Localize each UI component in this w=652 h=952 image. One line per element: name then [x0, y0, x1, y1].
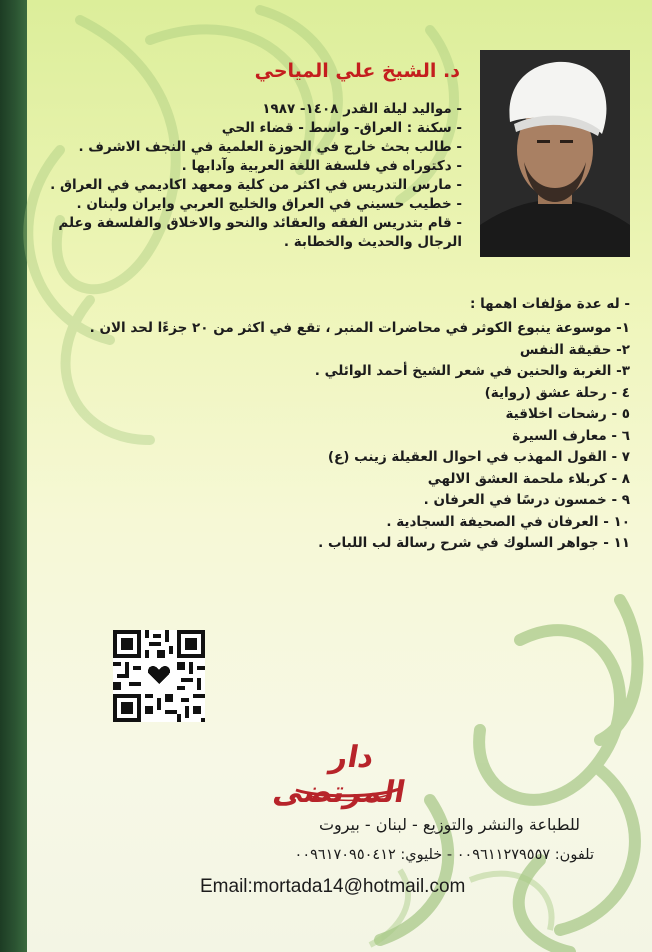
publisher-logo [270, 732, 408, 810]
bio-item: - مارس التدريس في اكثر من كلية ومعهد اكاديمي في العراق . [50, 177, 462, 193]
bio-item: - سكنة : العراق- واسط - قضاء الحي [221, 120, 462, 136]
publisher-email[interactable]: Email:mortada14@hotmail.com [200, 876, 466, 897]
bio-item: - دكتوراه في فلسفة اللغة العربية وآدابها . [181, 158, 462, 174]
work-item: ٣- الغربة والحنين في شعر الشيخ أحمد الوائلي . [314, 363, 630, 379]
author-photo [480, 50, 630, 257]
work-item: ٢- حقيقة النفس [519, 341, 630, 358]
work-item: ٦ - معارف السيرة [512, 427, 630, 444]
qr-code[interactable] [113, 630, 205, 722]
work-item: ٥ - رشحات اخلاقية [505, 406, 630, 422]
works-list [20, 318, 630, 555]
publisher-phones: تلفون: ٠٠٩٦١١٢٧٩٥٥٧ - خليوي: ٠٠٩٦١٧٠٩٥٠٤١٢ [294, 847, 594, 863]
bio-item: - خطيب حسيني في العراق والخليج العربي وايران ولبنان . [76, 196, 462, 212]
bio-item: - طالب بحث خارج في الحوزة العلمية في النجف الاشرف . [78, 139, 462, 155]
work-item: ١- موسوعة ينبوع الكوثر في محاضرات المنبر ، تقع في اكثر من ٢٠ جزءًا لحد الان . [89, 320, 630, 336]
work-item: ١١ - جواهر السلوك في شرح رسالة لب اللباب . [318, 535, 630, 551]
work-item: ١٠ - العرفان في الصحيفة السجادية . [386, 513, 630, 530]
bio-item: - قام بتدريس الفقه والعقائد والنحو والاخلاق والفلسفة وعلم الرجال والحديث والخطابة . [58, 215, 462, 250]
publisher-logo-text: دار المرتضى [270, 740, 408, 810]
publisher-address: للطباعة والنشر والتوزيع - لبنان - بيروت [318, 815, 580, 834]
author-name: د. الشيخ علي المياحي [254, 60, 460, 82]
work-item: ٤ - رحلة عشق (رواية) [484, 384, 630, 401]
bio-list [42, 100, 462, 252]
works-heading: - له عدة مؤلفات اهمها : [469, 296, 630, 312]
bio-item: - مواليد ليلة القدر ١٤٠٨- ١٩٨٧ [262, 101, 462, 117]
work-item: ٩ - خمسون درسًا في العرفان . [423, 492, 630, 508]
work-item: ٧ - القول المهذب في احوال العقيلة زينب (ع) [327, 449, 630, 465]
work-item: ٨ - كربلاء ملحمة العشق الالهي [427, 470, 630, 487]
